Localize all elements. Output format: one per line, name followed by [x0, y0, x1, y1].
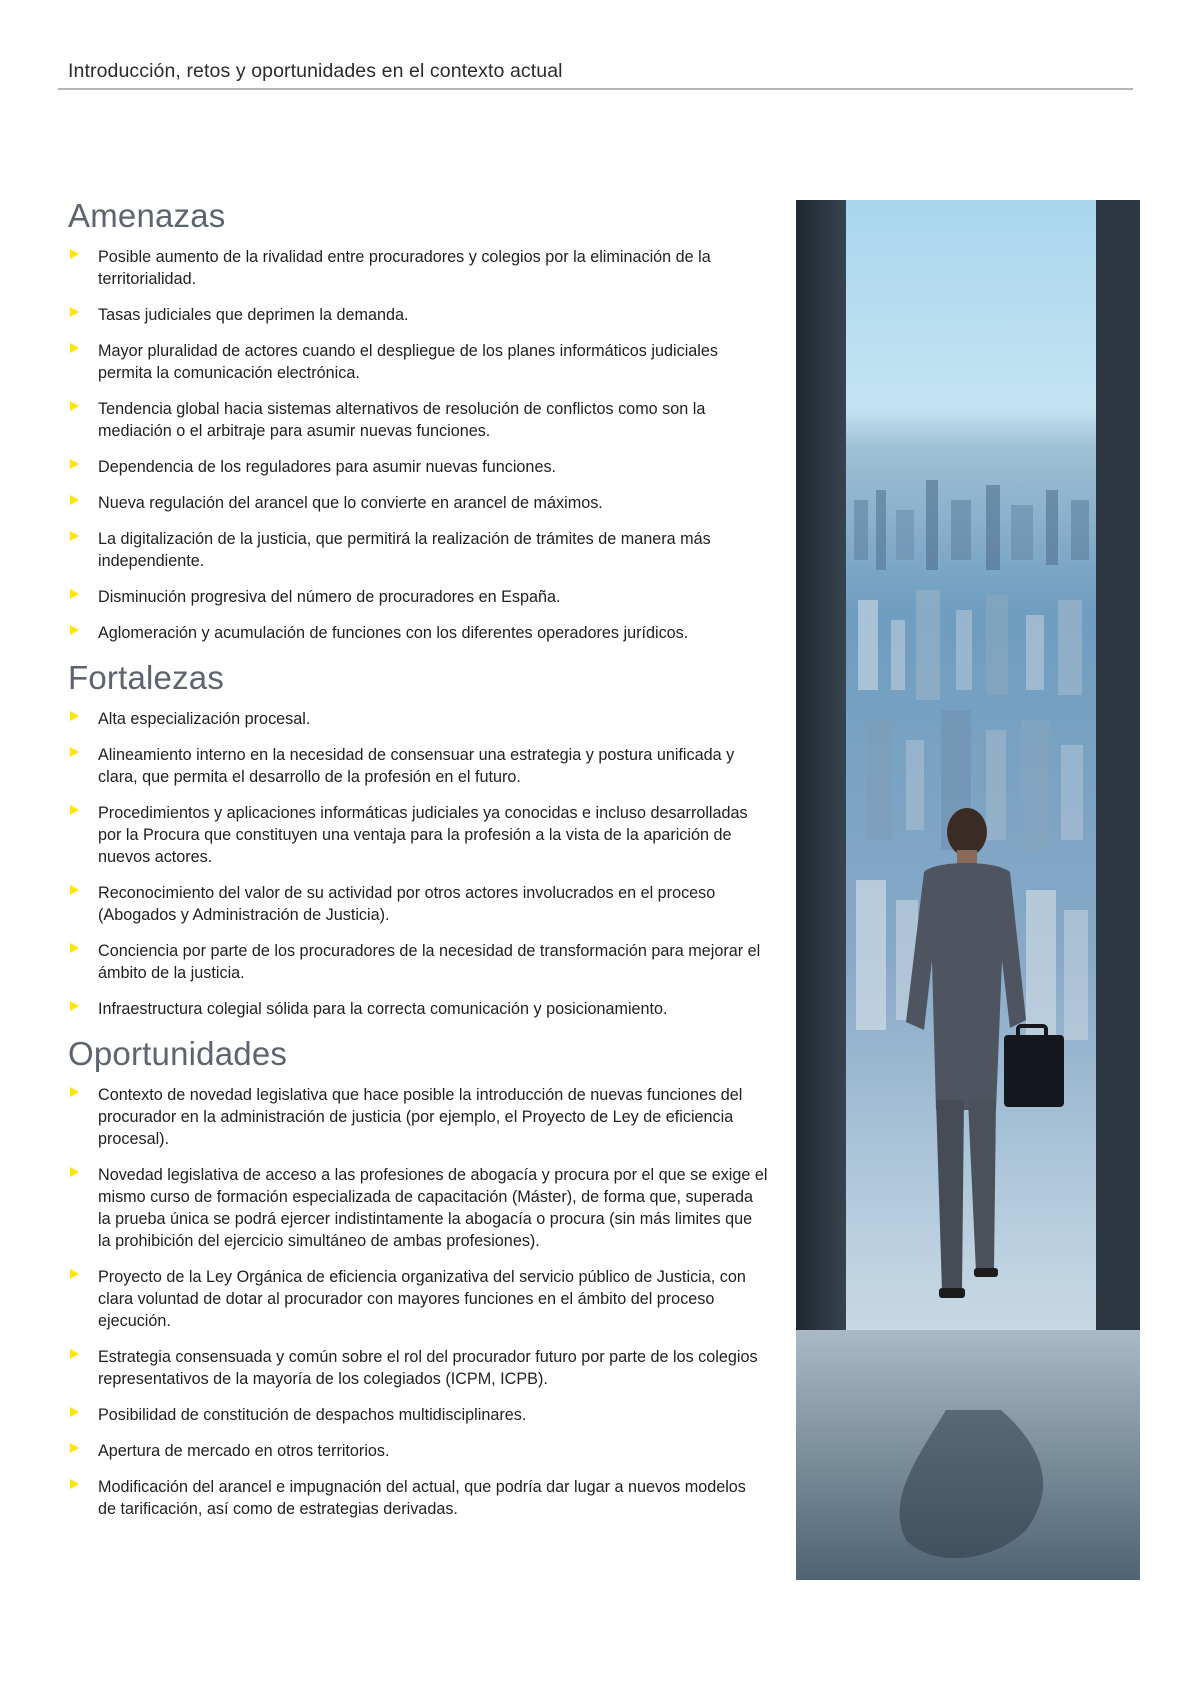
- bullet-triangle-icon: [70, 307, 79, 317]
- list-item: [68, 940, 768, 984]
- bullet-triangle-icon: [70, 459, 79, 469]
- section-title-amenazas: Amenazas: [68, 197, 226, 234]
- list-item: [68, 708, 768, 730]
- list-item-text: Novedad legislativa de acceso a las profesiones de abogacía y procura por el que se exige el mismo curso de formación especializada de capacitación (Máster), de forma que, superada la prueba única se podrá ejercer indistintamente la abogacía o procura (sin más limites que la prohibición del ejercicio simultáneo de ambas profesiones).: [98, 1166, 768, 1250]
- list-item: [68, 998, 768, 1020]
- list-item-text: Disminución progresiva del número de procuradores en España.: [98, 588, 561, 606]
- list-item: [68, 1476, 768, 1520]
- list-item: [68, 1404, 768, 1426]
- list-item-text: Contexto de novedad legislativa que hace posible la introducción de nuevas funciones del procurador en la administración de justicia (por ejemplo, el Proyecto de Ley de eficiencia procesal).: [98, 1086, 743, 1148]
- bullet-triangle-icon: [70, 885, 79, 895]
- section-fortalezas: [68, 658, 768, 1020]
- list-item: [68, 1440, 768, 1462]
- list-item-text: Alta especialización procesal.: [98, 710, 311, 728]
- section-oportunidades: [68, 1034, 768, 1520]
- bullet-triangle-icon: [70, 531, 79, 541]
- bullet-triangle-icon: [70, 711, 79, 721]
- list-item-text: Modificación del arancel e impugnación del actual, que podría dar lugar a nuevos modelos de tarificación, así como de estrategias derivadas.: [98, 1478, 746, 1518]
- bullet-triangle-icon: [70, 249, 79, 259]
- bullet-triangle-icon: [70, 805, 79, 815]
- list-item: [68, 398, 768, 442]
- list-item: [68, 1266, 768, 1332]
- list-item-text: Estrategia consensuada y común sobre el rol del procurador futuro por parte de los colegios representativos de la mayoría de los colegiados (ICPM, ICPB).: [98, 1348, 758, 1388]
- list-item-text: Infraestructura colegial sólida para la correcta comunicación y posicionamiento.: [98, 1000, 668, 1018]
- bullet-triangle-icon: [70, 1479, 79, 1489]
- list-item-text: La digitalización de la justicia, que permitirá la realización de trámites de manera más independiente.: [98, 530, 711, 570]
- list-item: [68, 802, 768, 868]
- list-item-text: Proyecto de la Ley Orgánica de eficiencia organizativa del servicio público de Justicia, con clara voluntad de dotar al procurador con mayores funciones en el ámbito del proceso ejecución.: [98, 1268, 746, 1330]
- bullet-triangle-icon: [70, 589, 79, 599]
- bullet-triangle-icon: [70, 1087, 79, 1097]
- list-item: [68, 1084, 768, 1150]
- list-item-text: Posible aumento de la rivalidad entre procuradores y colegios por la eliminación de la territorialidad.: [98, 248, 711, 288]
- bullet-triangle-icon: [70, 1269, 79, 1279]
- bullet-triangle-icon: [70, 343, 79, 353]
- list-item-text: Dependencia de los reguladores para asumir nuevas funciones.: [98, 458, 557, 476]
- bullet-triangle-icon: [70, 495, 79, 505]
- section-amenazas: [68, 196, 768, 644]
- header-title: Introducción, retos y oportunidades en el contexto actual: [68, 60, 563, 82]
- list-item-text: Posibilidad de constitución de despachos multidisciplinares.: [98, 1406, 527, 1424]
- businessman-walking-toward-city-image: [796, 200, 1140, 1580]
- list-item-text: Conciencia por parte de los procuradores de la necesidad de transformación para mejorar el ámbito de la justicia.: [98, 942, 761, 982]
- list-item-text: Alineamiento interno en la necesidad de consensuar una estrategia y postura unificada y clara, que permita el desarrollo de la profesión en el futuro.: [98, 746, 735, 786]
- list-fortalezas: [68, 708, 768, 1020]
- section-title-fortalezas: Fortalezas: [68, 659, 225, 696]
- bullet-triangle-icon: [70, 1167, 79, 1177]
- list-item-text: Nueva regulación del arancel que lo convierte en arancel de máximos.: [98, 494, 603, 512]
- list-item: [68, 492, 768, 514]
- bullet-triangle-icon: [70, 1443, 79, 1453]
- list-item: [68, 882, 768, 926]
- list-item: [68, 586, 768, 608]
- list-item: [68, 1164, 768, 1252]
- bullet-triangle-icon: [70, 401, 79, 411]
- list-item-text: Reconocimiento del valor de su actividad por otros actores involucrados en el proceso (Abogados y Administración de Justicia).: [98, 884, 716, 924]
- bullet-triangle-icon: [70, 1001, 79, 1011]
- list-amenazas: [68, 246, 768, 644]
- list-item-text: Apertura de mercado en otros territorios.: [98, 1442, 390, 1460]
- list-oportunidades: [68, 1084, 768, 1520]
- main-content: [68, 196, 768, 1534]
- bullet-triangle-icon: [70, 625, 79, 635]
- bullet-triangle-icon: [70, 1407, 79, 1417]
- list-item: [68, 744, 768, 788]
- list-item-text: Aglomeración y acumulación de funciones con los diferentes operadores jurídicos.: [98, 624, 689, 642]
- list-item: [68, 246, 768, 290]
- list-item-text: Tendencia global hacia sistemas alternativos de resolución de conflictos como son la mediación o el arbitraje para asumir nuevas funciones.: [98, 400, 706, 440]
- bullet-triangle-icon: [70, 943, 79, 953]
- bullet-triangle-icon: [70, 1349, 79, 1359]
- list-item: [68, 304, 768, 326]
- list-item: [68, 456, 768, 478]
- page-header: [58, 58, 1133, 90]
- list-item-text: Procedimientos y aplicaciones informáticas judiciales ya conocidas e incluso desarrolladas por la Procura que constituyen una ventaja para la profesión a la vista de la aparición de nuevos actores.: [98, 804, 748, 866]
- list-item: [68, 1346, 768, 1390]
- bullet-triangle-icon: [70, 747, 79, 757]
- section-title-oportunidades: Oportunidades: [68, 1035, 288, 1072]
- list-item-text: Mayor pluralidad de actores cuando el despliegue de los planes informáticos judiciales permita la comunicación electrónica.: [98, 342, 718, 382]
- list-item: [68, 528, 768, 572]
- list-item: [68, 622, 768, 644]
- list-item-text: Tasas judiciales que deprimen la demanda.: [98, 306, 409, 324]
- list-item: [68, 340, 768, 384]
